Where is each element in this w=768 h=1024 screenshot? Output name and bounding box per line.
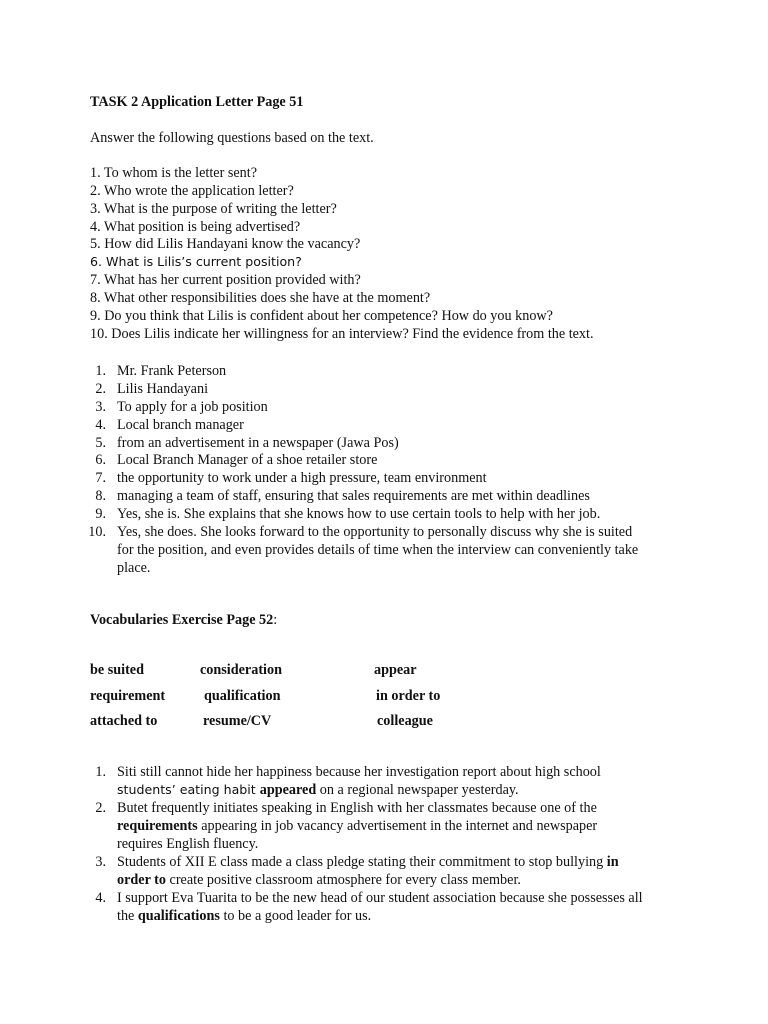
answer-text: place. [117,560,151,576]
question: 10. Does Lilis indicate her willingness for an interview? Find the evidence from the text. [90,326,594,342]
sentence-segment: create positive classroom atmosphere for every class member. [165,872,521,888]
sentence-text [117,781,519,799]
answer-text: for the position, and even provides details of time when the interview can conveniently take [117,542,639,558]
sentence-segment: on a regional newspaper yesterday. [316,782,519,798]
question: 7. What has her current position provided with? [90,272,361,288]
answer-number: 4. [95,417,106,433]
vocab-answer: in [606,854,619,870]
answer-number: 8. [95,488,106,504]
question: 8. What other responsibilities does she have at the moment? [90,290,431,306]
vocab-word: colleague [377,713,433,729]
answer-text: To apply for a job position [117,399,268,415]
question: 2. Who wrote the application letter? [90,183,294,199]
instruction: Answer the following questions based on the text. [90,130,374,146]
answer-number: 9. [95,506,106,522]
sentence-segment: Students of XII E class made a class pledge stating their commitment to stop bullying [117,854,607,870]
answer-number: 5. [95,435,106,451]
sentence-number: 4. [95,890,106,906]
answer-number: 1. [95,363,106,379]
sentence-number: 3. [95,854,106,870]
sentence-text [117,871,521,889]
answer-number: 3. [95,399,106,415]
answer-text: Local Branch Manager of a shoe retailer store [117,452,378,468]
vocab-word: requirement [90,688,166,704]
question: 4. What position is being advertised? [90,219,301,235]
answer-text: Local branch manager [117,417,244,433]
sentence-segment: students’ eating habit [117,782,260,797]
sentence-segment: to be a good leader for us. [219,908,372,924]
vocab-answer: qualifications [137,908,220,924]
answer-number: 6. [95,452,106,468]
answer-text: Lilis Handayani [117,381,209,397]
sentence-text: requires English fluency. [117,836,259,852]
question: 5. How did Lilis Handayani know the vacancy? [90,236,361,252]
sentence-number: 2. [95,800,106,816]
vocab-word: attached to [90,713,158,729]
answer-number: 10. [88,524,106,540]
sentence-segment: appearing in job vacancy advertisement in the internet and newspaper [197,818,598,834]
answer-text: managing a team of staff, ensuring that sales requirements are met within deadlines [117,488,590,504]
answer-text: Mr. Frank Peterson [117,363,227,379]
question: 1. To whom is the letter sent? [90,165,257,181]
sentence-text [117,907,371,925]
sentence-text: Butet frequently initiates speaking in English with her classmates because one of the [117,800,597,816]
vocab-word: consideration [200,662,282,678]
vocab-heading-colon: : [273,612,278,628]
sentence-segment: the [117,908,138,924]
vocab-word: appear [374,662,417,678]
vocab-word: resume/CV [203,713,272,729]
vocab-word: qualification [204,688,281,704]
vocab-heading [90,611,277,629]
answer-text: from an advertisement in a newspaper (Jawa Pos) [117,435,399,451]
sentence-text [117,853,619,871]
vocab-answer: requirements [117,818,198,834]
sentence-text [117,817,597,835]
answer-text: Yes, she is. She explains that she knows how to use certain tools to help with her job. [117,506,601,522]
vocab-answer: appeared [259,782,317,798]
vocab-heading-text: Vocabularies Exercise Page 52 [90,612,274,628]
answer-number: 7. [95,470,106,486]
sentence-text: I support Eva Tuarita to be the new head of our student association because she possesses all [117,890,643,906]
answer-text: Yes, she does. She looks forward to the opportunity to personally discuss why she is suited [117,524,633,540]
answer-text: the opportunity to work under a high pressure, team environment [117,470,487,486]
sentence-number: 1. [95,764,106,780]
vocab-answer: order to [117,872,166,888]
question: 3. What is the purpose of writing the letter? [90,201,337,217]
question: 6. What is Lilis’s current position? [90,254,302,269]
vocab-word: be suited [90,662,144,678]
task-title: TASK 2 Application Letter Page 51 [90,94,304,110]
answer-number: 2. [95,381,106,397]
sentence-text: Siti still cannot hide her happiness because her investigation report about high school [117,764,601,780]
question: 9. Do you think that Lilis is confident about her competence? How do you know? [90,308,553,324]
vocab-word: in order to [376,688,441,704]
